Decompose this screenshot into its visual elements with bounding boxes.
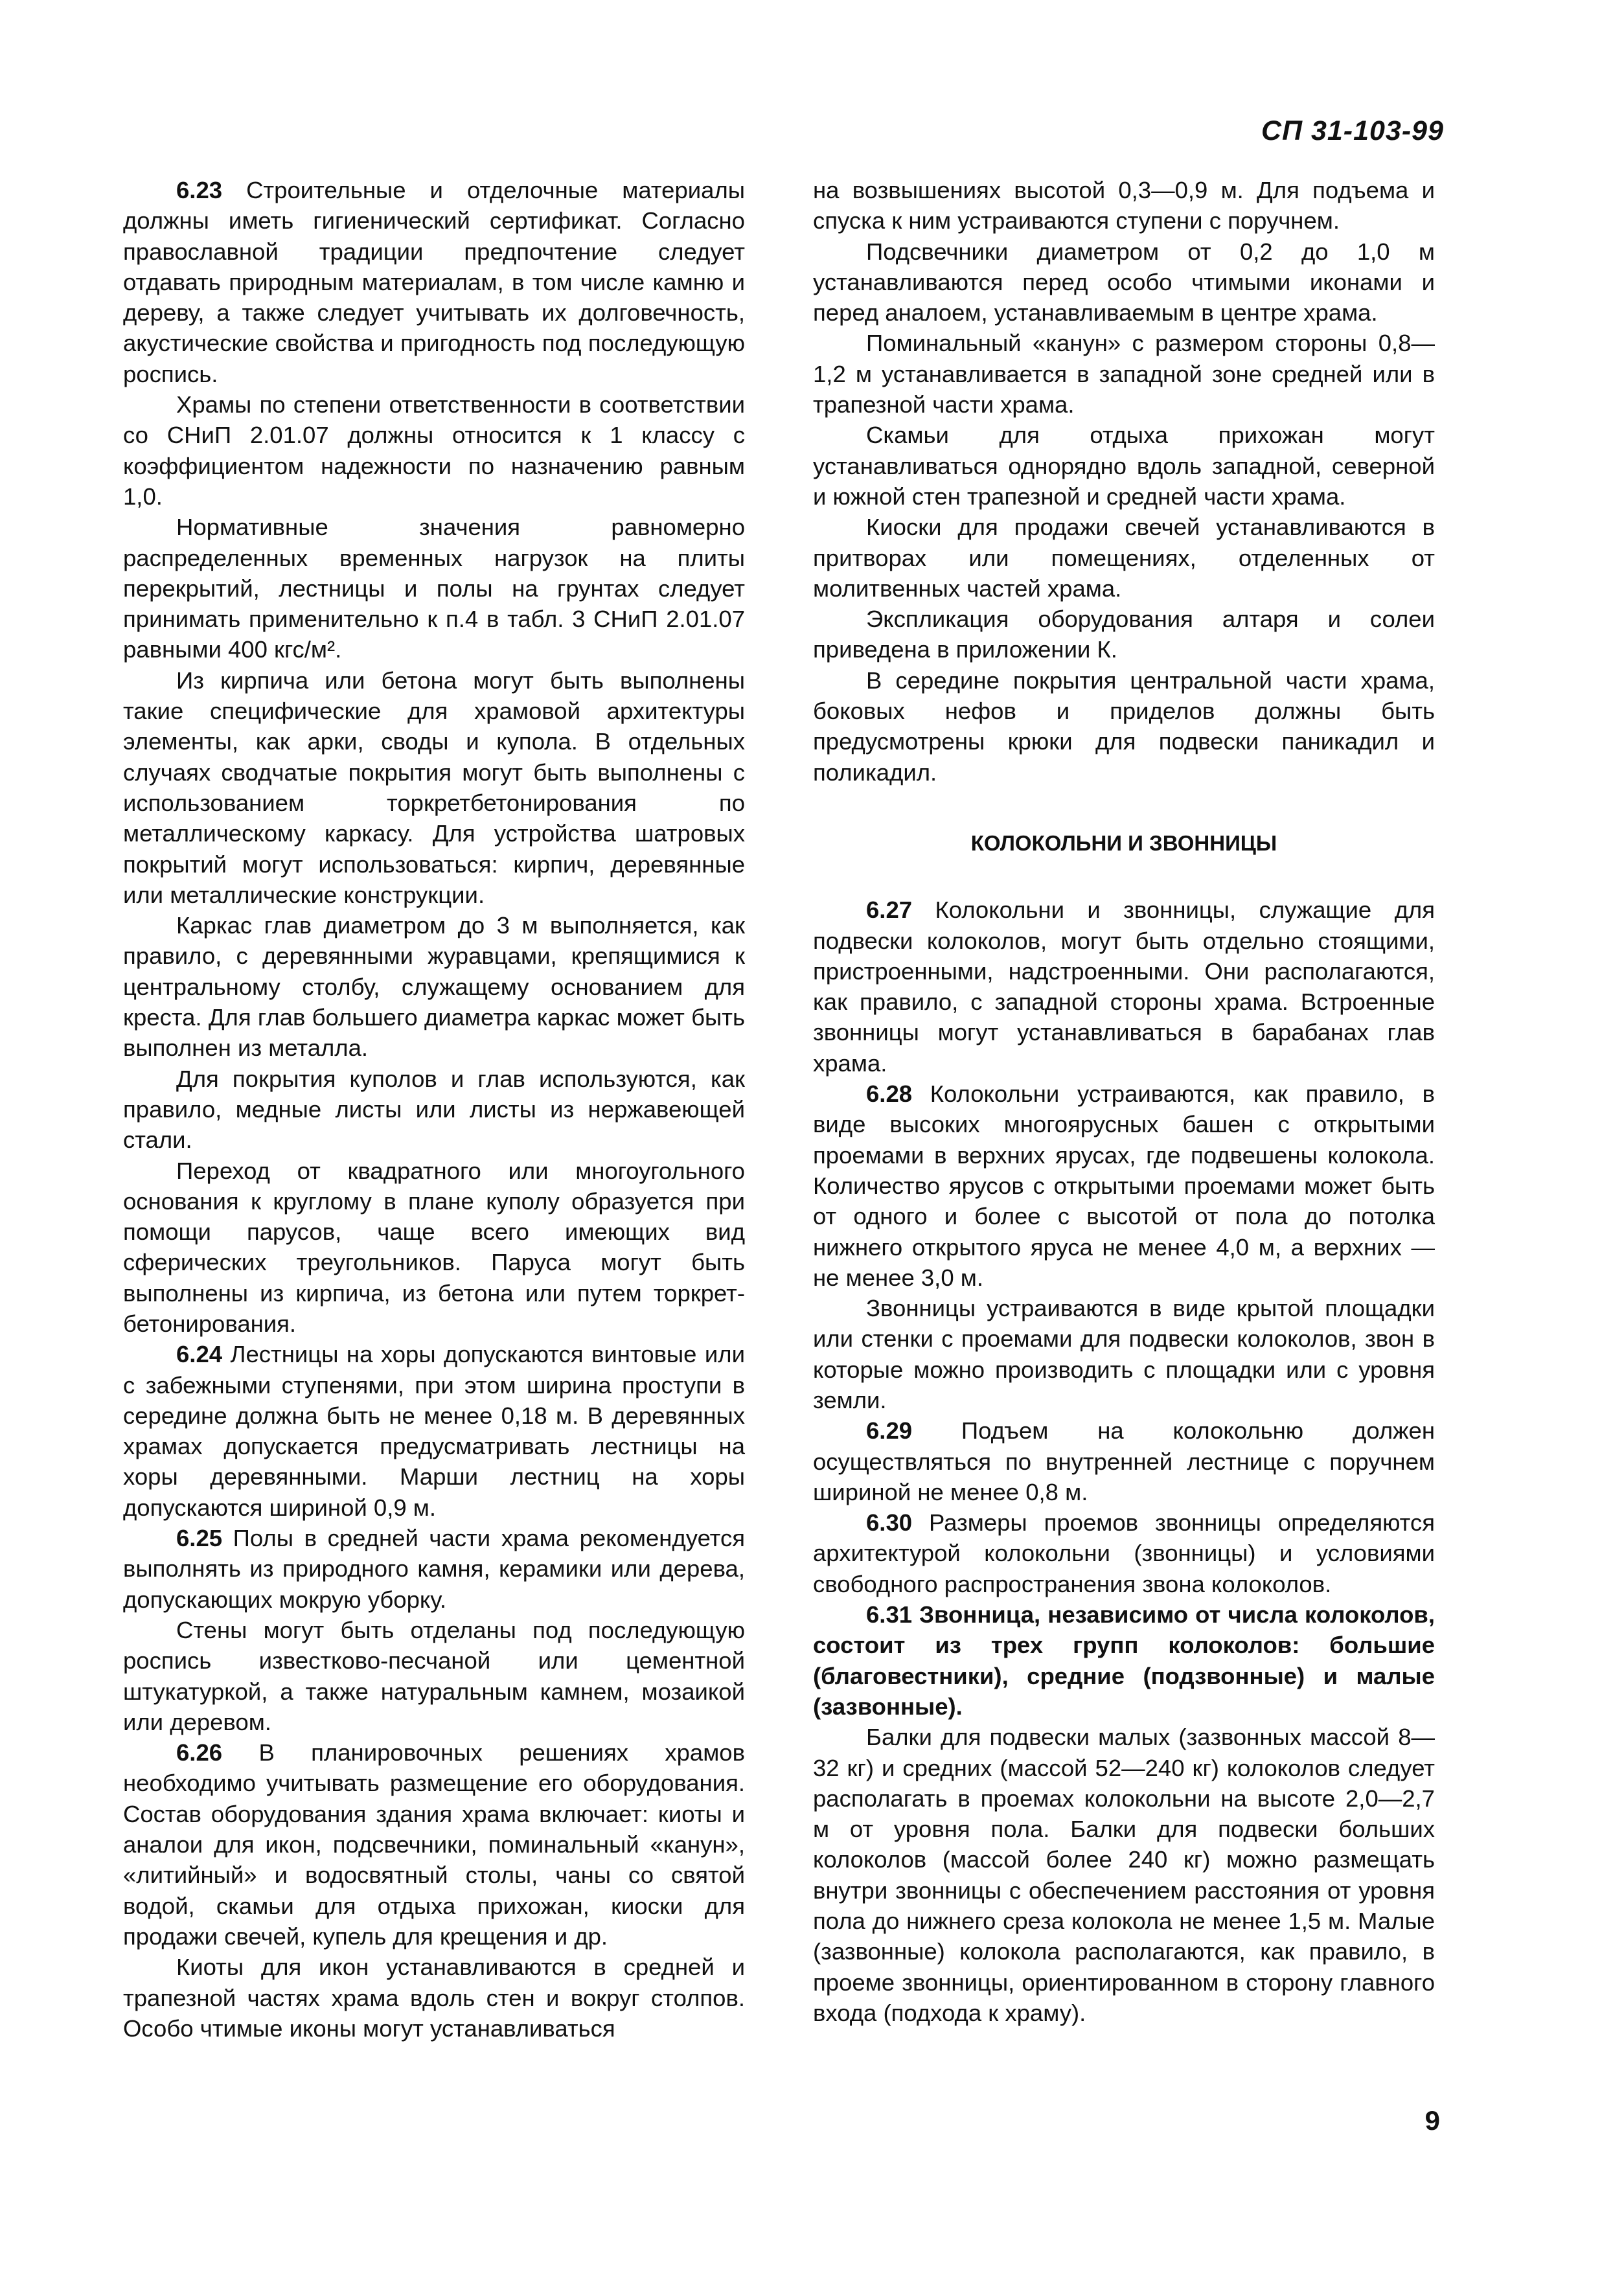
clause-number: 6.27 — [866, 896, 913, 924]
paragraph-text: на возвышениях высотой 0,3—0,9 м. Для подъема и спуска к ним устраиваются ступени с поручнем. — [813, 177, 1435, 234]
paragraph-text: Колокольни устраиваются, как правило, в виде высоких многоярусных башен с открытыми проемами в верхних ярусах, где подвешены колокола. Количество ярусов с открытыми проемами может быть от одного и более с высотой от пола до потолка нижнего открытого яруса не менее 4,0 м, а верхних — не менее 3,0 м. — [813, 1080, 1435, 1291]
paragraph — [123, 1615, 745, 1737]
paragraph-text: Подсвечники диаметром от 0,2 до 1,0 м устанавливаются перед особо чтимыми иконами и перед аналоем, устанавливаемым в центре храма. — [813, 238, 1435, 326]
paragraph-text: Звонница, независимо от числа колоколов, состоит из трех групп колоколов: большие (благовестники), средние (подзвонные) и малые (зазвонные). — [813, 1601, 1435, 1720]
paragraph-text: Киоты для икон устанавливаются в средней и трапезной частях храма вдоль стен и вокруг столпов. Особо чтимые иконы могут устанавливаться — [123, 1954, 745, 2042]
paragraph-text: Скамьи для отдыха прихожан могут устанавливаться однорядно вдоль западной, северной и южной стен трапезной и средней части храма. — [813, 422, 1435, 510]
paragraph — [123, 1952, 745, 2044]
paragraph-text: Нормативные значения равномерно распределенных временных нагрузок на плиты перекрытий, лестницы и полы на грунтах следует принимать применительно к п.4 в табл. 3 СНиП 2.01.07 равными 400 кгс/м². — [123, 514, 745, 663]
clause-number: 6.29 — [866, 1417, 913, 1445]
page-number: 9 — [1424, 2105, 1440, 2136]
paragraph — [813, 895, 1435, 1079]
paragraph — [123, 1064, 745, 1156]
paragraph — [813, 1599, 1435, 1722]
paragraph-text: Звонницы устраиваются в виде крытой площадки или стенки с проемами для подвески колоколов, звон в которые можно производить с площадки или с уровня земли. — [813, 1295, 1435, 1413]
paragraph — [123, 175, 745, 389]
paragraph — [813, 328, 1435, 420]
paragraph — [813, 236, 1435, 328]
right-column-bottom — [813, 895, 1435, 2028]
paragraph-text: Поминальный «канун» с размером стороны 0,8—1,2 м устанавливается в западной зоне средней или в трапезной части храма. — [813, 330, 1435, 418]
paragraph-text: Размеры проемов звонницы определяются архитектурой колокольни (звонницы) и условиями свободного распространения звона колоколов. — [813, 1509, 1435, 1597]
paragraph-text: Подъем на колокольню должен осуществляться по внутренней лестнице с поручнем шириной не менее 0,8 м. — [813, 1417, 1435, 1505]
paragraph-text: Колокольни и звонницы, служащие для подвески колоколов, могут быть отдельно стоящими, пристроенными, надстроенными. Они располагаются, как правило, с западной стороны храма. Встроенные звонницы могут устанавливаться в барабанах глав храма. — [813, 896, 1435, 1077]
section-title: КОЛОКОЛЬНИ И ЗВОННИЦЫ — [970, 830, 1277, 855]
paragraph — [813, 1415, 1435, 1507]
right-column — [813, 175, 1435, 2028]
paragraph — [813, 1293, 1435, 1415]
clause-number: 6.24 — [176, 1341, 223, 1368]
paragraph-text: Каркас глав диаметром до 3 м выполняется, как правило, с деревянными журавцами, крепящимися к центральному столбу, служащему основанием для креста. Для глав большего диаметра каркас может быть выполнен из металла. — [123, 912, 745, 1062]
paragraph-text: В середине покрытия центральной части храма, боковых нефов и приделов должны быть предусмотрены крюки для подвески паникадил и поликадил. — [813, 667, 1435, 786]
clause-number: 6.30 — [866, 1509, 913, 1536]
paragraph-text: Балки для подвески малых (зазвонных массой 8—32 кг) и средних (массой 52—240 кг) колоколов следует располагать в проемах колокольни на высоте 2,0—2,7 м от уровня пола. Балки для подвески больших колоколов (массой более 240 кг) можно размещать внутри звонницы с обеспечением расстояния от уровня пола до нижнего среза колокола не менее 1,5 м. Малые (зазвонные) колокола располагаются, как правило, в проеме звонницы, ориентированном в сторону главного входа (подхода к храму). — [813, 1724, 1435, 2026]
paragraph-text: Лестницы на хоры допускаются винтовые или с забежными ступенями, при этом ширина проступи в середине должна быть не менее 0,18 м. В деревянных храмах допускается предусматривать лестницы на хоры деревянными. Марши лестниц на хоры допускаются шириной 0,9 м. — [123, 1341, 745, 1521]
paragraph — [123, 1737, 745, 1952]
paragraph-text: Из кирпича или бетона могут быть выполнены такие специфические для храмовой архитектуры элементы, как арки, своды и купола. В отдельных случаях сводчатые покрытия могут быть выполнены с использованием торкретбетонирования по металлическому каркасу. Для устройства шатровых покрытий могут использоваться: кирпич, деревянные или металлические конструкции. — [123, 667, 745, 908]
paragraph — [123, 1156, 745, 1340]
paragraph — [123, 512, 745, 665]
paragraph-text: Переход от квадратного или многоугольного основания к круглому в плане куполу образуется при помощи парусов, чаще всего имеющих вид сферических треугольников. Паруса могут быть выполнены из кирпича, из бетона или путем торкрет-бетонирования. — [123, 1157, 745, 1337]
paragraph-text: В планировочных решениях храмов необходимо учитывать размещение его оборудования. Состав оборудования здания храма включает: киоты и аналои для икон, подсвечники, поминальный «канун», «литийный» и водосвятный столы, чаны со святой водой, скамьи для отдыха прихожан, киоски для продажи свечей, купель для крещения и др. — [123, 1739, 745, 1950]
paragraph — [813, 1507, 1435, 1599]
paragraph-text: Для покрытия куполов и глав используются, как правило, медные листы или листы из нержавеющей стали. — [123, 1065, 745, 1154]
paragraph-text: Экспликация оборудования алтаря и солеи приведена в приложении К. — [813, 606, 1435, 663]
paragraph — [813, 512, 1435, 604]
paragraph — [813, 1079, 1435, 1293]
paragraph — [123, 1339, 745, 1523]
right-column-top — [813, 175, 1435, 788]
clause-number: 6.26 — [176, 1739, 223, 1766]
paragraph — [123, 389, 745, 512]
paragraph-text: Киоски для продажи свечей устанавливаются в притворах или помещениях, отделенных от молитвенных частей храма. — [813, 514, 1435, 602]
left-column — [123, 175, 745, 2044]
paragraph — [123, 665, 745, 910]
paragraph-text: Полы в средней части храма рекомендуется выполнять из природного камня, керамики или дерева, допускающих мокрую уборку. — [123, 1525, 745, 1613]
paragraph-text: Храмы по степени ответственности в соответствии со СНиП 2.01.07 должны относится к 1 классу с коэффициентом надежности по назначению равным 1,0. — [123, 391, 745, 510]
paragraph-text: Строительные и отделочные материалы должны иметь гигиенический сертификат. Согласно православной традиции предпочтение следует отдавать природным материалам, в том числе камню и дереву, а также следует учитывать их долговечность, акустические свойства и пригодность под последующую роспись. — [123, 177, 745, 387]
paragraph — [813, 420, 1435, 512]
paragraph — [813, 1722, 1435, 2028]
document-code: СП 31-103-99 — [1261, 115, 1444, 146]
paragraph — [813, 665, 1435, 788]
paragraph — [123, 1523, 745, 1615]
paragraph — [813, 604, 1435, 665]
clause-number: 6.28 — [866, 1080, 913, 1108]
paragraph-text: Стены могут быть отделаны под последующую роспись известково-песчаной или цементной штукатуркой, а также натуральным камнем, мозаикой или деревом. — [123, 1616, 745, 1735]
clause-number: 6.23 — [176, 177, 223, 203]
paragraph — [123, 910, 745, 1063]
clause-number: 6.25 — [176, 1525, 223, 1552]
paragraph — [813, 175, 1435, 236]
clause-number: 6.31 — [866, 1601, 913, 1628]
